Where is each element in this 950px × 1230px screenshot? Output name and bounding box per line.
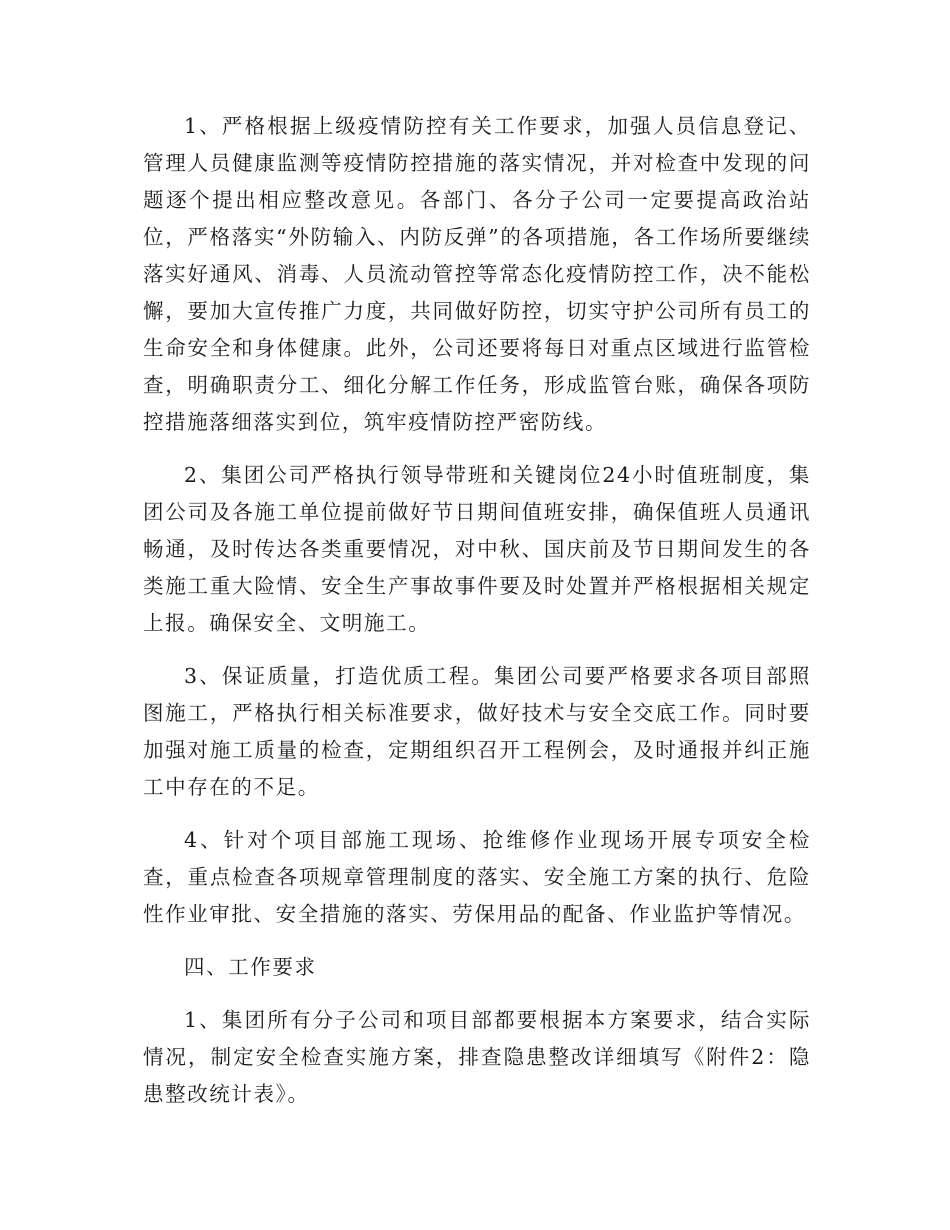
- paragraph-epidemic-control: 1、严格根据上级疫情防控有关工作要求，加强人员信息登记、管理人员健康监测等疫情防控措施的落实情况，并对检查中发现的问题逐个提出相应整改意见。各部门、各分子公司一定要提高政治站位，严格落实“外防输入、内防反弹”的各项措施，各工作场所要继续落实好通风、消毒、人员流动管控等常态化疫情防控工作，决不能松懈，要加大宣传推广力度，共同做好防控，切实守护公司所有员工的生命安全和身体健康。此外，公司还要将每日对重点区域进行监管检查，明确职责分工、细化分解工作任务，形成监管台账，确保各项防控措施落细落实到位，筑牢疫情防控严密防线。: [143, 114, 811, 434]
- paragraph-duty-system: 2、集团公司严格执行领导带班和关键岗位24小时值班制度，集团公司及各施工单位提前做好节日期间值班安排，确保值班人员通讯畅通，及时传达各类重要情况，对中秋、国庆前及节日期间发生的各类施工重大险情、安全生产事故事件要及时处置并严格根据相关规定上报。确保安全、文明施工。: [143, 463, 811, 635]
- paragraph-implementation-plan: 1、集团所有分子公司和项目部都要根据本方案要求，结合实际情况，制定安全检查实施方案，排查隐患整改详细填写《附件2：隐患整改统计表》。: [143, 1008, 811, 1106]
- paragraph-safety-inspection: 4、针对个项目部施工现场、抢维修作业现场开展专项安全检查，重点检查各项规章管理制度的落实、安全施工方案的执行、危险性作业审批、安全措施的落实、劳保用品的配备、作业监护等情况。: [143, 828, 811, 926]
- document-body: [143, 108, 811, 1129]
- paragraph-quality-assurance: 3、保证质量，打造优质工程。集团公司要严格要求各项目部照图施工，严格执行相关标准要求，做好技术与安全交底工作。同时要加强对施工质量的检查，定期组织召开工程例会，及时通报并纠正施工中存在的不足。: [143, 664, 811, 799]
- section-heading-work-requirements: 四、工作要求: [184, 955, 317, 979]
